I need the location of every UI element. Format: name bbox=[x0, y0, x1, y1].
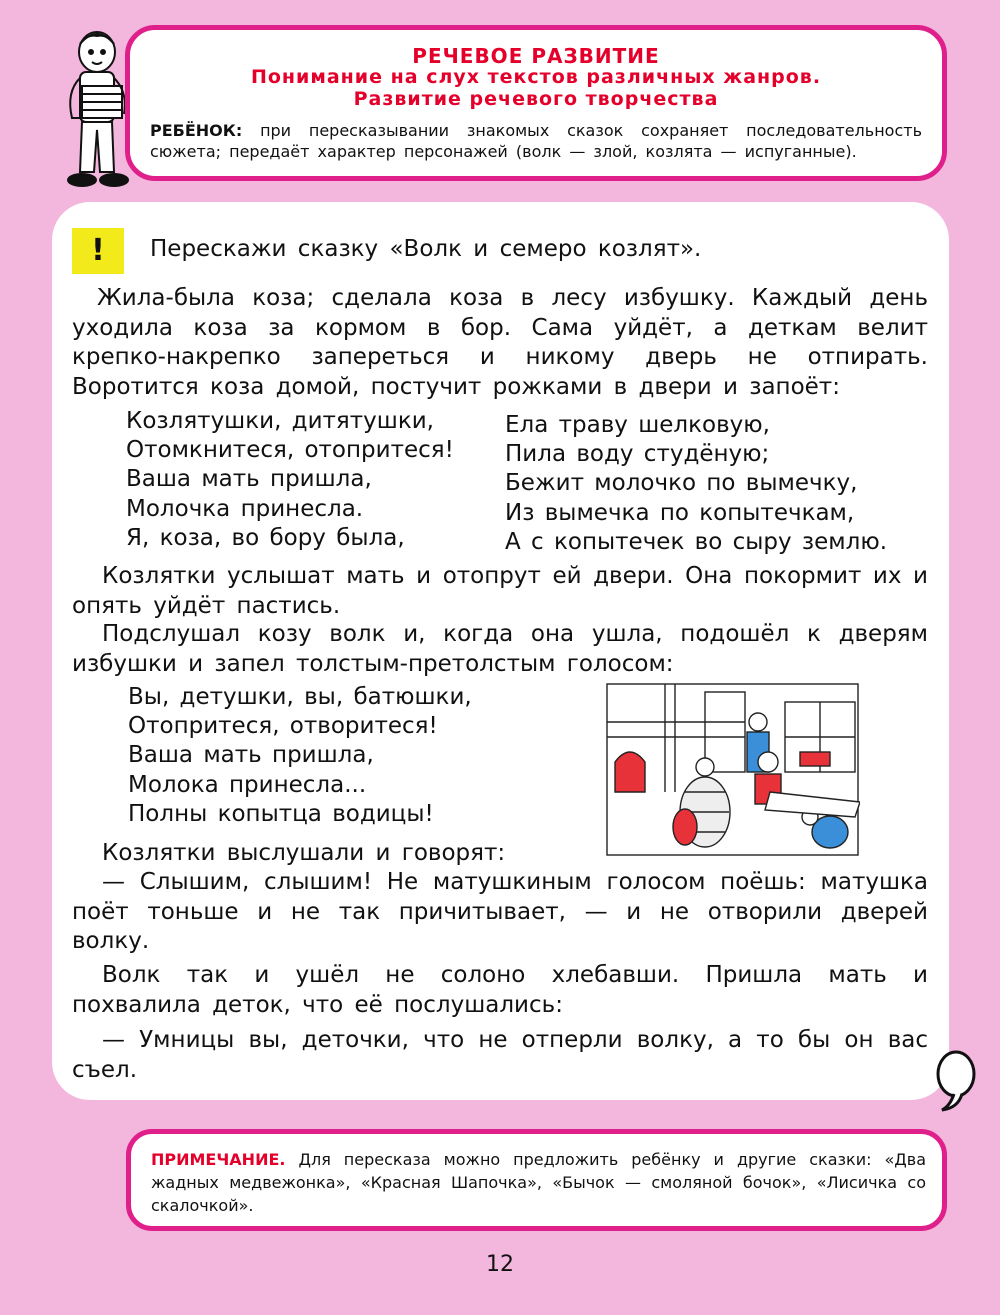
story-paragraph-1: Жила-была коза; сделала коза в лесу избушку. Каждый день уходила коза за кормом в бор. Сама уйдёт, а деткам велит крепко-накрепко запереться и никому дверь не отпирать. Воротится коза домой, постучит рожками в двери и запоёт: bbox=[72, 285, 928, 400]
story-paragraph-3: Подслушал козу волк и, когда она ушла, подошёл к дверям избушки и запел толстым-претолстым голосом: bbox=[72, 621, 928, 677]
goat-song-left bbox=[126, 407, 454, 553]
section-title: РЕЧЕВОЕ РАЗВИТИЕ bbox=[412, 44, 660, 68]
song-line: А с копытечек во сыру землю. bbox=[505, 528, 888, 555]
child-goal-text bbox=[150, 120, 922, 162]
wolf-song bbox=[128, 683, 472, 829]
song-line: Вы, детушки, вы, батюшки, bbox=[128, 684, 472, 710]
song-line: Пила воду студёную; bbox=[505, 441, 770, 468]
song-line: Ваша мать пришла, bbox=[128, 742, 374, 769]
child-label: РЕБЁНОК: bbox=[150, 121, 243, 140]
speech-bubble-icon bbox=[932, 1048, 980, 1118]
song-line: Козлятушки, дитятушки, bbox=[126, 408, 434, 434]
note-text bbox=[151, 1148, 926, 1217]
song-line: Ваша мать пришла, bbox=[126, 466, 372, 493]
goat-song-right bbox=[505, 411, 887, 557]
story-paragraph-2: Козлятки услышат мать и отопрут ей двери. Она покормит их и опять уйдёт пастись. bbox=[72, 563, 928, 619]
song-line: Отопритеся, отворитеся! bbox=[128, 713, 438, 740]
exclamation-icon: ! bbox=[72, 228, 124, 274]
song-line: Бежит молочко по вымечку, bbox=[505, 470, 858, 497]
song-line: Ела траву шелковую, bbox=[505, 412, 770, 438]
note-box bbox=[126, 1129, 947, 1231]
song-line: Я, коза, во бору была, bbox=[126, 524, 405, 551]
goats-in-hut-illustration bbox=[605, 682, 860, 857]
child-goal-description: при пересказывании знакомых сказок сохраняет последовательность сюжета; передаёт характер персонажей (волк — злой, козлята — испуганные). bbox=[150, 121, 923, 161]
song-line: Молочка принесла. bbox=[126, 495, 364, 522]
story-paragraph-7: — Умницы вы, деточки, что не отперли волку, а то бы он вас съел. bbox=[72, 1027, 928, 1083]
task-instruction: Перескажи сказку «Волк и семеро козлят». bbox=[150, 236, 702, 262]
section-header-box bbox=[125, 25, 947, 181]
story-paragraph-4: Козлятки выслушали и говорят: bbox=[102, 840, 506, 866]
note-label: ПРИМЕЧАНИЕ. bbox=[151, 1150, 286, 1169]
note-body: Для пересказа можно предложить ребёнку и другие сказки: «Два жадных медвежонка», «Красная Шапочка», «Бычок — смоляной бочок», «Лисичка со скалочкой». bbox=[151, 1150, 926, 1215]
section-subtitle-2: Развитие речевого творчества bbox=[353, 88, 719, 110]
song-line: Из вымечка по копытечкам, bbox=[505, 499, 855, 526]
story-paragraph-6: Волк так и ушёл не солоно хлебавши. Пришла мать и похвалила деток, что её послушались: bbox=[72, 962, 928, 1018]
song-line: Молока принесла... bbox=[128, 771, 367, 798]
song-line: Полны копытца водицы! bbox=[128, 800, 434, 827]
page-number: 12 bbox=[486, 1252, 514, 1277]
story-paragraph-5: — Слышим, слышим! Не матушкиным голосом поёшь: матушка поёт тоньше и не так причитывает, — и не отворили дверей волку. bbox=[72, 869, 928, 954]
section-subtitle-1: Понимание на слух текстов различных жанров. bbox=[250, 66, 822, 88]
song-line: Отомкнитеся, отопритеся! bbox=[126, 437, 454, 464]
